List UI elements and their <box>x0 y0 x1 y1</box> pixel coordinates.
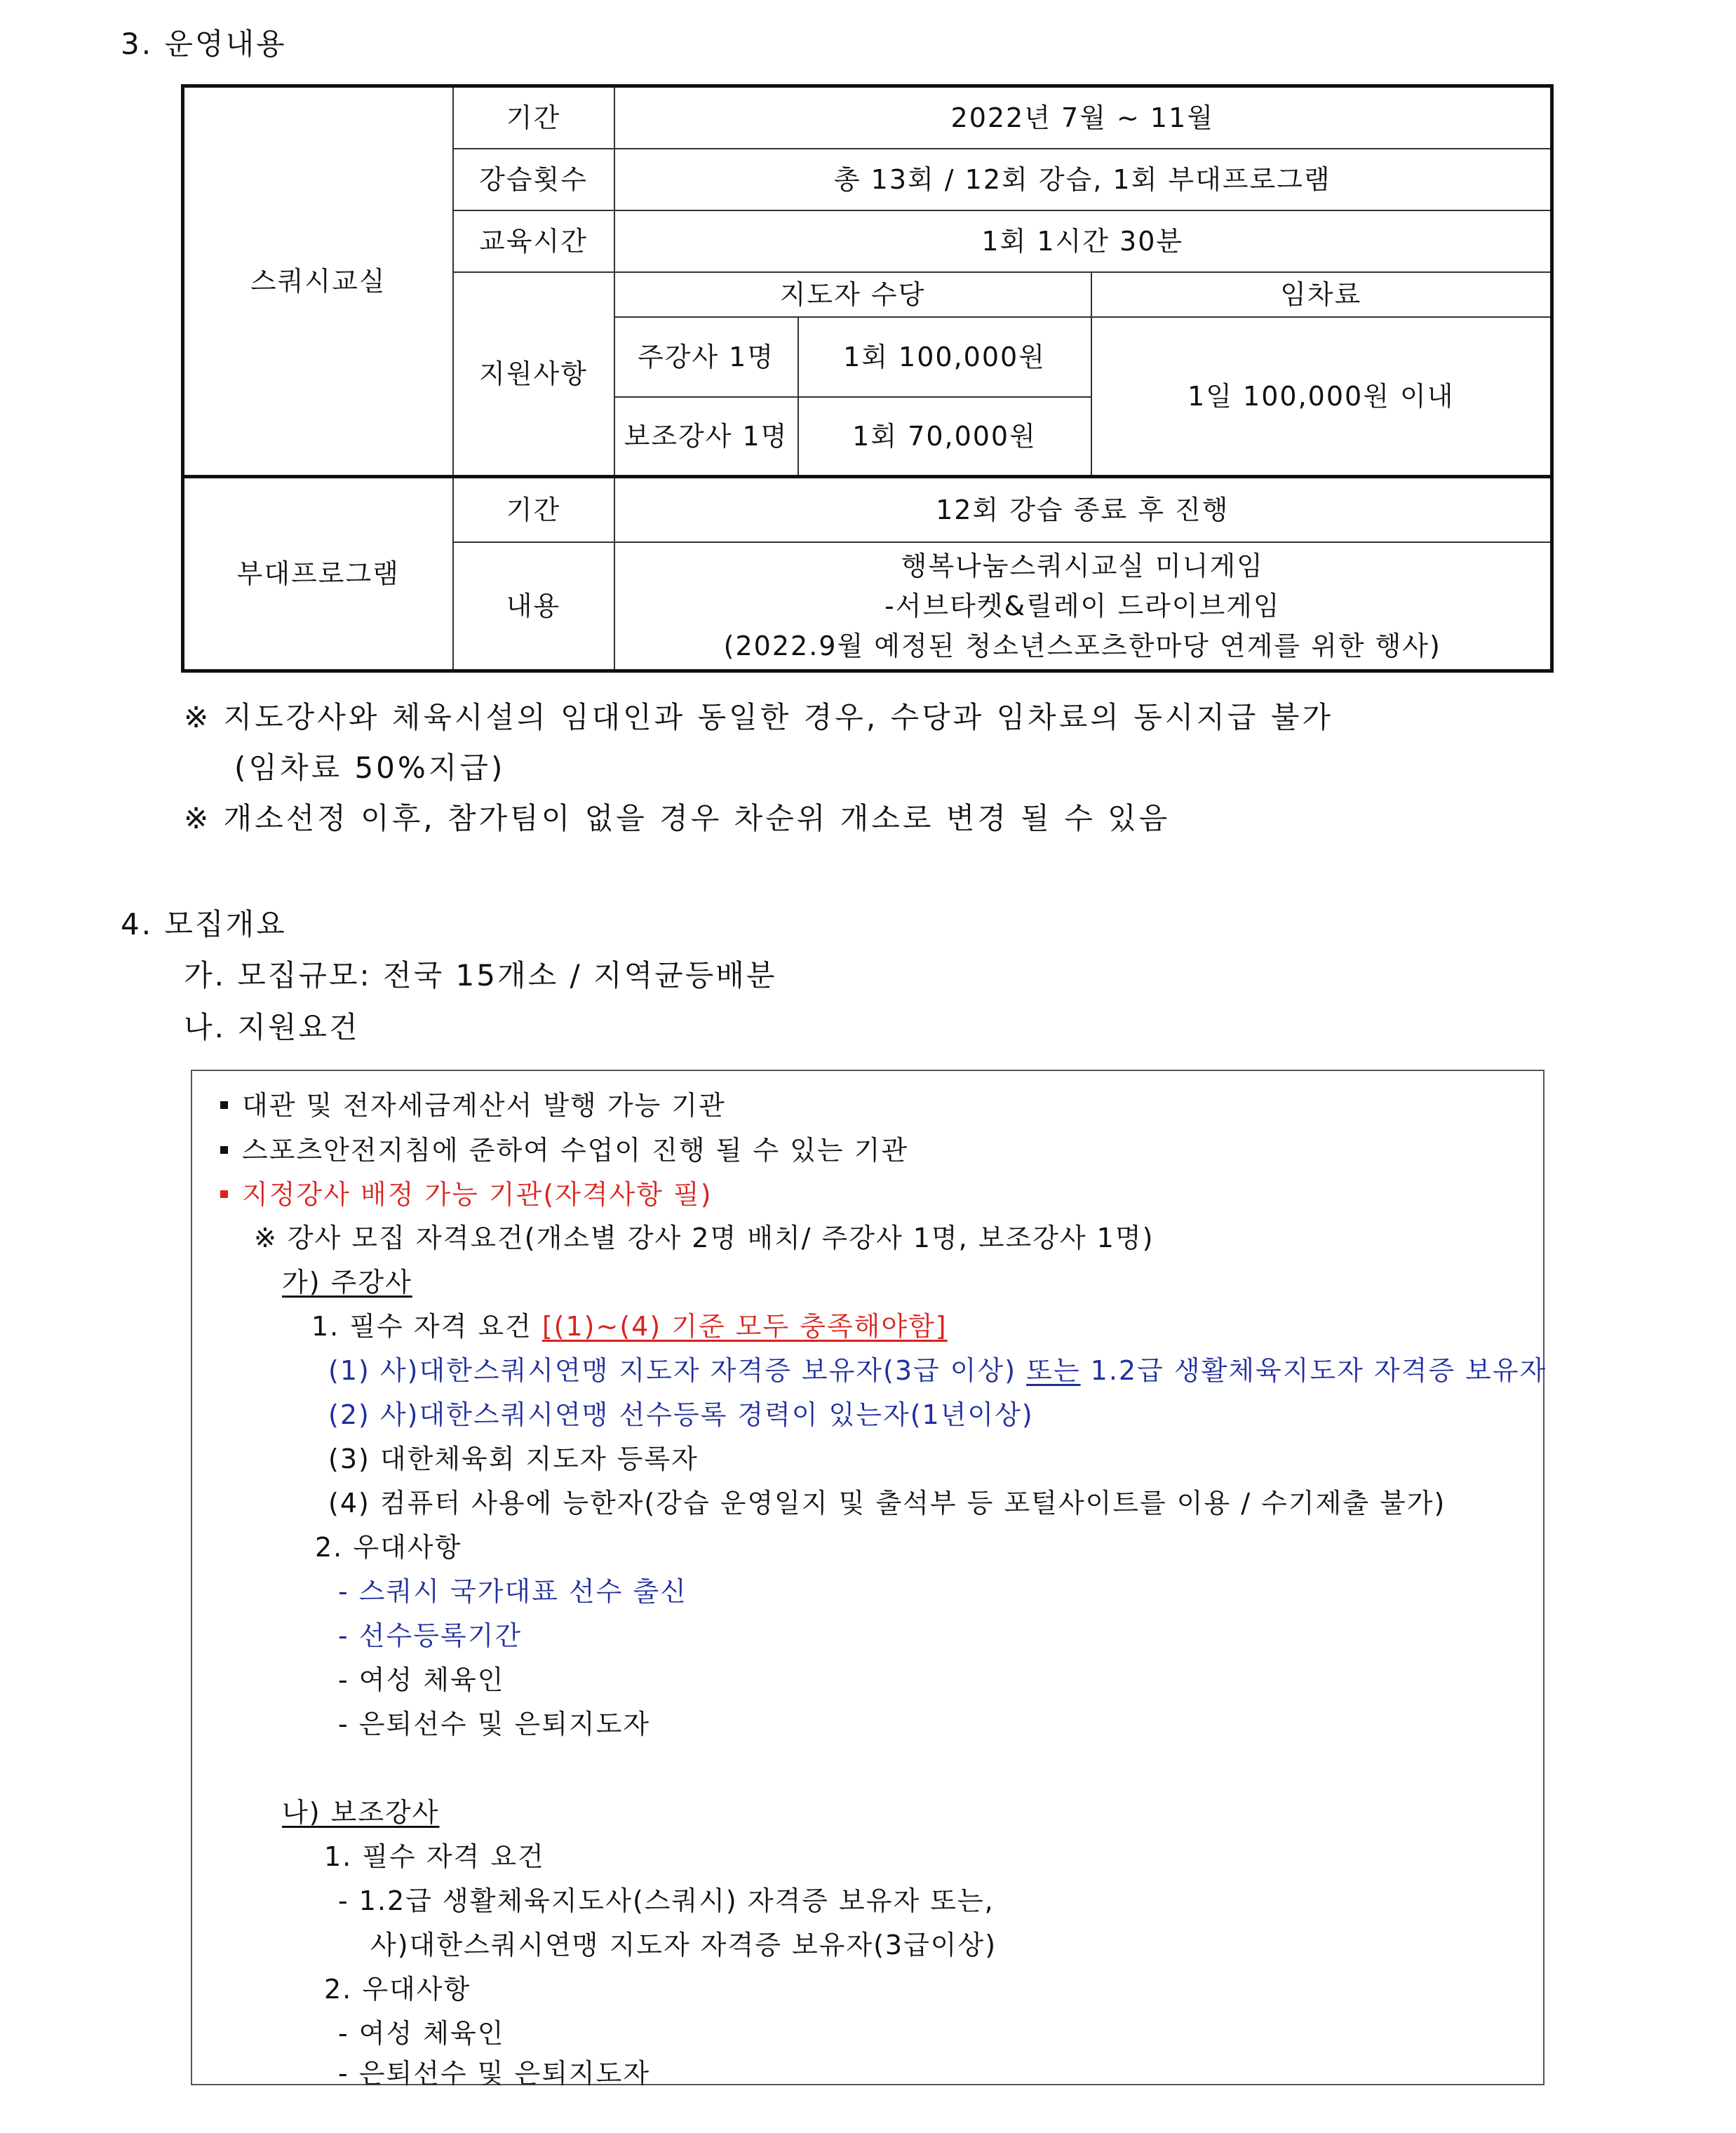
assistant-required-qualifications: 1. 필수 자격 요건 <box>324 1841 545 1872</box>
note-1-continued: (임차료 50%지급) <box>234 751 506 785</box>
main-preference-2: - 선수등록기간 <box>338 1620 523 1651</box>
main-instructor-label: 주강사 1명 <box>614 317 798 397</box>
recruit-scale: 가. 모집규모: 전국 15개소 / 지역균등배분 <box>184 958 777 993</box>
rent-header: 임차료 <box>1091 272 1552 317</box>
sessions-label: 강습횟수 <box>453 149 614 210</box>
main-requirement-1: (1) 사)대한스쿼시연맹 지도자 자격증 보유자(3급 이상) 또는 1.2급 생활체육지도자 자격증 보유자 <box>328 1355 1547 1386</box>
period-label: 기간 <box>453 86 614 149</box>
main-instructor-title: 가) 주강사 <box>282 1267 412 1298</box>
assistant-preferences-title: 2. 우대사항 <box>324 1974 471 2005</box>
side-period-label: 기간 <box>453 477 614 543</box>
main-required-qualifications: 1. 필수 자격 요건 [(1)~(4) 기준 모두 충족해야함] <box>311 1311 948 1342</box>
squash-class-label: 스쿼시교실 <box>183 86 453 477</box>
main-required-emphasis: [(1)~(4) 기준 모두 충족해야함] <box>541 1311 948 1342</box>
sessions-value: 총 13회 / 12회 강습, 1회 부대프로그램 <box>614 149 1552 210</box>
requirements-box <box>191 1070 1547 2089</box>
side-content-value <box>614 542 1552 671</box>
bullet-item-2: 스포츠안전지침에 준하여 수업이 진행 될 수 있는 기관 <box>220 1129 908 1167</box>
section-4-heading: 4. 모집개요 <box>121 907 287 941</box>
edu-time-value: 1회 1시간 30분 <box>614 210 1552 272</box>
operation-table <box>181 84 1554 673</box>
or-emphasis: 또는 <box>1026 1355 1081 1386</box>
bullet-item-3: 지정강사 배정 가능 기관(자격사항 필) <box>220 1173 713 1211</box>
assistant-preference-2: - 은퇴선수 및 은퇴지도자 <box>338 2058 651 2089</box>
section-3-heading: 3. 운영내용 <box>121 27 287 61</box>
side-content-line-3: (2022.9월 예정된 청소년스포츠한마당 연계를 위한 행사) <box>723 630 1441 661</box>
side-content-label: 내용 <box>453 542 614 671</box>
side-content-line-2: -서브타켓&릴레이 드라이브게임 <box>884 590 1281 621</box>
note-2: ※ 개소선정 이후, 참가팀이 없을 경우 차순위 개소로 변경 될 수 있음 <box>184 801 1171 835</box>
main-requirement-4: (4) 컴퓨터 사용에 능한자(강습 운영일지 및 출석부 등 포털사이트를 이용 / 수기제출 불가) <box>328 1488 1446 1519</box>
bullet-square-icon <box>220 1146 228 1154</box>
assistant-value: 1회 70,000원 <box>798 397 1091 477</box>
allowance-header: 지도자 수당 <box>614 272 1091 317</box>
main-preference-1: - 스쿼시 국가대표 선수 출신 <box>338 1576 687 1607</box>
side-program-label: 부대프로그램 <box>183 477 453 671</box>
period-value: 2022년 7월 ~ 11월 <box>614 86 1552 149</box>
main-requirement-3: (3) 대한체육회 지도자 등록자 <box>328 1444 699 1474</box>
edu-time-label: 교육시간 <box>453 210 614 272</box>
rent-value: 1일 100,000원 이내 <box>1091 317 1552 477</box>
assistant-instructor-title: 나) 보조강사 <box>282 1797 440 1828</box>
bullet-square-icon <box>220 1190 228 1198</box>
assistant-preference-1: - 여성 체육인 <box>338 2018 505 2049</box>
support-label: 지원사항 <box>453 272 614 477</box>
assistant-label: 보조강사 1명 <box>614 397 798 477</box>
side-period-value: 12회 강습 종료 후 진행 <box>614 477 1552 543</box>
main-preferences-title: 2. 우대사항 <box>315 1532 462 1563</box>
assistant-requirement-2: 사)대한스쿼시연맹 지도자 자격증 보유자(3급이상) <box>370 1930 997 1960</box>
note-1: ※ 지도강사와 체육시설의 임대인과 동일한 경우, 수당과 임차료의 동시지급 불가 <box>184 700 1334 734</box>
assistant-requirement-1: - 1.2급 생활체육지도사(스쿼시) 자격증 보유자 또는, <box>338 1885 995 1916</box>
bullet-square-icon <box>220 1101 228 1109</box>
main-preference-4: - 은퇴선수 및 은퇴지도자 <box>338 1709 651 1740</box>
support-requirements-title: 나. 지원요건 <box>184 1010 360 1044</box>
main-requirement-2: (2) 사)대한스쿼시연맹 선수등록 경력이 있는자(1년이상) <box>328 1399 1034 1430</box>
side-content-line-1: 행복나눔스쿼시교실 미니게임 <box>901 550 1264 581</box>
main-preference-3: - 여성 체육인 <box>338 1664 505 1695</box>
main-instructor-value: 1회 100,000원 <box>798 317 1091 397</box>
bullet-item-1: 대관 및 전자세금계산서 발행 가능 기관 <box>220 1084 726 1122</box>
instructor-requirements-note: ※ 강사 모집 자격요건(개소별 강사 2명 배치/ 주강사 1명, 보조강사 1명) <box>254 1223 1155 1253</box>
